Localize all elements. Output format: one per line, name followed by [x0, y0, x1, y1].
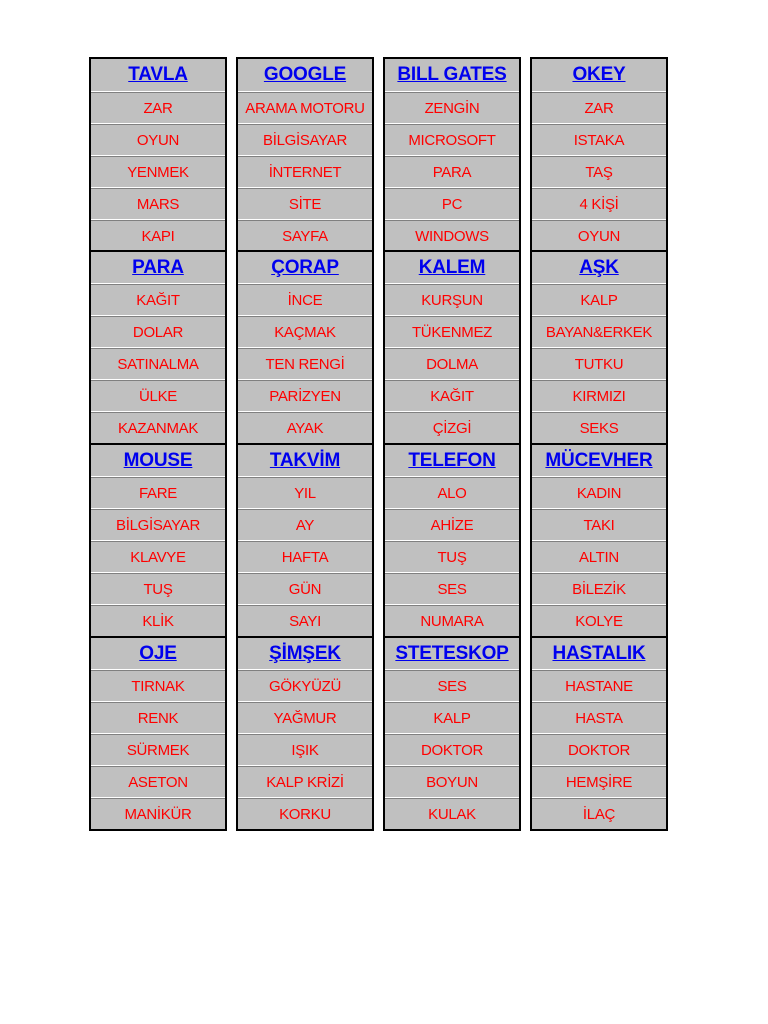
taboo-card [236, 445, 374, 638]
card-title: HASTALIK [552, 642, 646, 664]
card-title: BILL GATES [397, 64, 507, 85]
forbidden-word: DOKTOR [567, 741, 631, 759]
forbidden-word: BİLGİSAYAR [263, 131, 347, 149]
forbidden-word: KURŞUN [421, 291, 483, 309]
forbidden-word: TÜKENMEZ [411, 323, 493, 341]
card-column-4 [530, 57, 668, 831]
taboo-card [89, 252, 227, 445]
card-column-1 [89, 57, 227, 831]
card-title: STETESKOP [395, 642, 509, 664]
forbidden-word: OYUN [136, 131, 180, 149]
forbidden-word: MANİKÜR [124, 806, 192, 823]
forbidden-word: HEMŞİRE [565, 773, 633, 791]
forbidden-word: ZENGİN [424, 99, 480, 117]
card-title: OJE [139, 642, 177, 664]
forbidden-word: SES [437, 677, 467, 695]
forbidden-word: TUTKU [574, 355, 624, 373]
forbidden-word: ALO [437, 484, 467, 502]
forbidden-word: KLAVYE [130, 548, 186, 566]
forbidden-word: RENK [137, 709, 179, 727]
forbidden-word: ÜLKE [139, 387, 177, 405]
forbidden-word: İNCE [287, 291, 323, 309]
forbidden-word: SES [437, 580, 467, 598]
forbidden-word: GÖKYÜZÜ [268, 677, 342, 695]
card-title: TELEFON [408, 449, 496, 471]
card-title: AŞK [579, 256, 619, 278]
forbidden-word: WINDOWS [415, 228, 489, 245]
forbidden-word: KIRMIZI [572, 387, 626, 405]
forbidden-word: HASTA [575, 709, 623, 727]
forbidden-word: IŞIK [291, 741, 319, 759]
taboo-card [89, 638, 227, 831]
forbidden-word: KAPI [141, 228, 175, 245]
forbidden-word: BOYUN [426, 773, 478, 791]
forbidden-word: ZAR [143, 99, 173, 117]
card-column-3 [383, 57, 521, 831]
forbidden-word: MARS [136, 195, 180, 213]
forbidden-word: KAZANMAK [117, 420, 199, 437]
forbidden-word: PARA [432, 163, 472, 181]
forbidden-word: HAFTA [281, 548, 329, 566]
forbidden-word: TUŞ [143, 580, 173, 598]
forbidden-word: 4 KİŞİ [579, 195, 619, 213]
forbidden-word: KORKU [279, 806, 331, 823]
forbidden-word: BİLGİSAYAR [116, 516, 200, 534]
forbidden-word: AHİZE [430, 516, 474, 534]
forbidden-word: KADIN [576, 484, 622, 502]
forbidden-word: YIL [294, 484, 316, 502]
forbidden-word: OYUN [577, 228, 621, 245]
taboo-card [530, 57, 668, 252]
forbidden-word: NUMARA [420, 613, 484, 630]
taboo-card-grid [89, 57, 669, 829]
forbidden-word: SİTE [288, 195, 322, 213]
forbidden-word: TEN RENGİ [265, 355, 345, 373]
taboo-card [530, 445, 668, 638]
card-title: KALEM [418, 256, 486, 278]
taboo-card [383, 638, 521, 831]
card-title: MÜCEVHER [545, 449, 653, 471]
taboo-card [530, 638, 668, 831]
forbidden-word: KAĞIT [430, 387, 474, 405]
forbidden-word: GÜN [288, 580, 322, 598]
forbidden-word: KALP KRİZİ [266, 773, 344, 791]
forbidden-word: ASETON [128, 773, 188, 791]
forbidden-word: TIRNAK [131, 677, 185, 695]
forbidden-word: MICROSOFT [408, 131, 496, 149]
forbidden-word: FARE [139, 484, 177, 502]
forbidden-word: ALTIN [579, 548, 619, 566]
forbidden-word: BAYAN&ERKEK [545, 323, 653, 341]
forbidden-word: SAYI [289, 613, 321, 630]
forbidden-word: ARAMA MOTORU [245, 99, 365, 117]
forbidden-word: KALP [580, 291, 618, 309]
forbidden-word: PARİZYEN [269, 387, 341, 405]
forbidden-word: BİLEZİK [572, 580, 626, 598]
forbidden-word: KAÇMAK [274, 323, 336, 341]
forbidden-word: SAYFA [282, 228, 328, 245]
forbidden-word: DOLAR [132, 323, 184, 341]
taboo-card [89, 445, 227, 638]
card-title: TAVLA [128, 64, 188, 85]
forbidden-word: TUŞ [437, 548, 467, 566]
card-title: TAKVİM [269, 449, 341, 471]
card-title: GOOGLE [263, 64, 347, 85]
taboo-card [530, 252, 668, 445]
forbidden-word: SÜRMEK [126, 741, 190, 759]
taboo-card [236, 252, 374, 445]
forbidden-word: HASTANE [565, 677, 633, 695]
forbidden-word: KAĞIT [136, 291, 180, 309]
forbidden-word: ISTAKA [573, 131, 625, 149]
forbidden-word: YENMEK [127, 163, 189, 181]
forbidden-word: ÇİZGİ [432, 420, 472, 437]
forbidden-word: TAKI [583, 516, 615, 534]
forbidden-word: SEKS [579, 420, 619, 437]
taboo-card [89, 57, 227, 252]
forbidden-word: PC [441, 195, 463, 213]
forbidden-word: İNTERNET [268, 163, 342, 181]
forbidden-word: DOLMA [426, 355, 478, 373]
forbidden-word: DOKTOR [420, 741, 484, 759]
forbidden-word: KLİK [142, 613, 174, 630]
forbidden-word: SATINALMA [117, 355, 199, 373]
taboo-card [236, 57, 374, 252]
card-title: PARA [132, 256, 184, 278]
card-title: ÇORAP [271, 256, 339, 278]
card-title: MOUSE [123, 449, 193, 471]
forbidden-word: KOLYE [575, 613, 623, 630]
taboo-card [383, 57, 521, 252]
taboo-card [383, 445, 521, 638]
forbidden-word: AY [295, 516, 315, 534]
forbidden-word: KALP [433, 709, 471, 727]
forbidden-word: YAĞMUR [273, 709, 337, 727]
taboo-card [236, 638, 374, 831]
forbidden-word: AYAK [286, 420, 324, 437]
forbidden-word: KULAK [428, 806, 476, 823]
forbidden-word: TAŞ [585, 163, 613, 181]
forbidden-word: İLAÇ [582, 806, 616, 823]
taboo-card [383, 252, 521, 445]
card-column-2 [236, 57, 374, 831]
card-title: OKEY [572, 64, 626, 85]
forbidden-word: ZAR [584, 99, 614, 117]
card-title: ŞİMŞEK [269, 642, 341, 664]
